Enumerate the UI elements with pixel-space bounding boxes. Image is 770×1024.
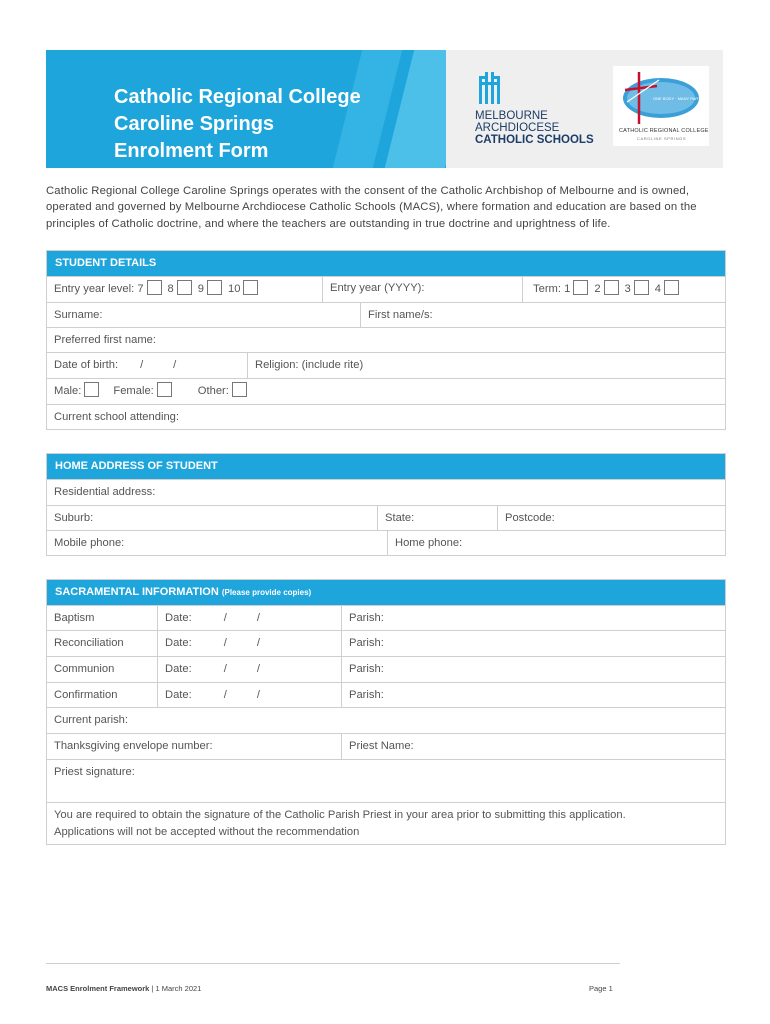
- sacrament-label: Communion: [54, 663, 115, 675]
- macs-logo: [475, 70, 605, 150]
- macs-emblem-icon: [475, 70, 509, 106]
- title-line-1: Catholic Regional College: [114, 86, 361, 108]
- sacrament-date-field[interactable]: Date: / /: [157, 631, 341, 656]
- sacrament-row: [47, 682, 725, 707]
- dob-field[interactable]: Date of birth: / /: [54, 359, 177, 371]
- term-4-checkbox[interactable]: [664, 280, 679, 295]
- suburb-row: [47, 505, 725, 530]
- sacrament-parish-field[interactable]: Parish:: [341, 606, 727, 630]
- current-school-field[interactable]: Current school attending:: [54, 411, 180, 423]
- crc-logo: [613, 66, 709, 146]
- priest-name-field[interactable]: Priest Name:: [341, 734, 727, 759]
- phone-row: [47, 530, 725, 555]
- sacramental-section: [46, 579, 726, 845]
- section-heading: SACRAMENTAL INFORMATION (Please provide copies): [47, 580, 725, 605]
- current-parish-row: [47, 707, 725, 733]
- term-3-checkbox[interactable]: [634, 280, 649, 295]
- page-number: Page 1: [589, 984, 613, 993]
- entry-year-field[interactable]: Entry year (YYYY):: [322, 277, 522, 302]
- sacrament-date-field[interactable]: Date: / /: [157, 657, 341, 682]
- envelope-row: [47, 733, 725, 759]
- residential-row: [47, 479, 725, 505]
- gender-row: [47, 378, 725, 404]
- sacrament-date-field[interactable]: Date: / /: [157, 683, 341, 707]
- sacrament-row: [47, 656, 725, 682]
- sacrament-label: Baptism: [54, 612, 95, 624]
- sacrament-row: [47, 630, 725, 656]
- entry-row: [47, 276, 725, 302]
- mobile-phone-field[interactable]: Mobile phone:: [54, 537, 125, 549]
- gender-field: Male: Female: Other:: [47, 379, 727, 404]
- level-10-checkbox[interactable]: [243, 280, 258, 295]
- other-checkbox[interactable]: [232, 382, 247, 397]
- home-address-section: [46, 453, 726, 556]
- residential-address-field[interactable]: Residential address:: [54, 486, 156, 498]
- current-parish-field[interactable]: Current parish:: [54, 714, 128, 726]
- school-row: [47, 404, 725, 429]
- postcode-field[interactable]: Postcode:: [497, 506, 727, 530]
- surname-field[interactable]: Surname:: [54, 309, 103, 321]
- section-heading: HOME ADDRESS OF STUDENT: [47, 454, 725, 479]
- level-7-checkbox[interactable]: [147, 280, 162, 295]
- notice-row: [47, 802, 725, 844]
- sacrament-label: Confirmation: [54, 689, 118, 701]
- crc-motto: ONE BODY · MANY PARTS: [653, 96, 704, 101]
- level-9-checkbox[interactable]: [207, 280, 222, 295]
- section-heading: STUDENT DETAILS: [47, 251, 725, 276]
- envelope-number-field[interactable]: Thanksgiving envelope number:: [54, 740, 213, 752]
- name-row: [47, 302, 725, 327]
- preferred-name-field[interactable]: Preferred first name:: [54, 334, 156, 346]
- entry-level-field: Entry year level: 7 8 9 10: [47, 277, 322, 302]
- priest-signature-field[interactable]: Priest signature:: [54, 766, 135, 778]
- sacrament-date-field[interactable]: Date: / /: [157, 606, 341, 630]
- notice-text: You are required to obtain the signature of the Catholic Parish Priest in your area prior to submitting this application. Applications will not be accepted without the recommendation: [54, 809, 626, 838]
- macs-wordmark: MELBOURNE ARCHDIOCESE CATHOLIC SCHOOLS: [475, 110, 594, 146]
- home-phone-field[interactable]: Home phone:: [387, 531, 727, 555]
- footer-framework: MACS Enrolment Framework | 1 March 2021: [46, 984, 202, 993]
- title-line-3: Enrolment Form: [114, 140, 269, 162]
- term-1-checkbox[interactable]: [573, 280, 588, 295]
- term-2-checkbox[interactable]: [604, 280, 619, 295]
- religion-field[interactable]: Religion: (include rite): [247, 353, 727, 378]
- crc-subcaption: CAROLINE SPRINGS: [637, 136, 687, 141]
- preferred-row: [47, 327, 725, 352]
- sacrament-row: [47, 605, 725, 630]
- first-names-field[interactable]: First name/s:: [360, 303, 727, 327]
- sacrament-parish-field[interactable]: Parish:: [341, 657, 727, 682]
- female-checkbox[interactable]: [157, 382, 172, 397]
- state-field[interactable]: State:: [377, 506, 497, 530]
- dob-row: [47, 352, 725, 378]
- footer-divider: [46, 963, 620, 964]
- intro-paragraph: Catholic Regional College Caroline Springs operates with the consent of the Catholic Archbishop of Melbourne and is owned, operated and governed by Melbourne Archdiocese Catholic Schools (MACS), where formation and education are based on the principles of Catholic doctrine, and where the teachers are outstanding in true doctrine and uprightness of life.: [46, 185, 697, 230]
- crc-caption: CATHOLIC REGIONAL COLLEGE: [619, 128, 709, 134]
- page-title: [114, 84, 361, 165]
- sacrament-parish-field[interactable]: Parish:: [341, 631, 727, 656]
- male-checkbox[interactable]: [84, 382, 99, 397]
- title-line-2: Caroline Springs: [114, 113, 275, 135]
- sacrament-parish-field[interactable]: Parish:: [341, 683, 727, 707]
- suburb-field[interactable]: Suburb:: [54, 512, 94, 524]
- student-details-section: [46, 250, 726, 430]
- signature-row: [47, 759, 725, 802]
- level-8-checkbox[interactable]: [177, 280, 192, 295]
- sacrament-label: Reconciliation: [54, 637, 124, 649]
- term-field: Term: 1 2 3 4: [522, 277, 727, 302]
